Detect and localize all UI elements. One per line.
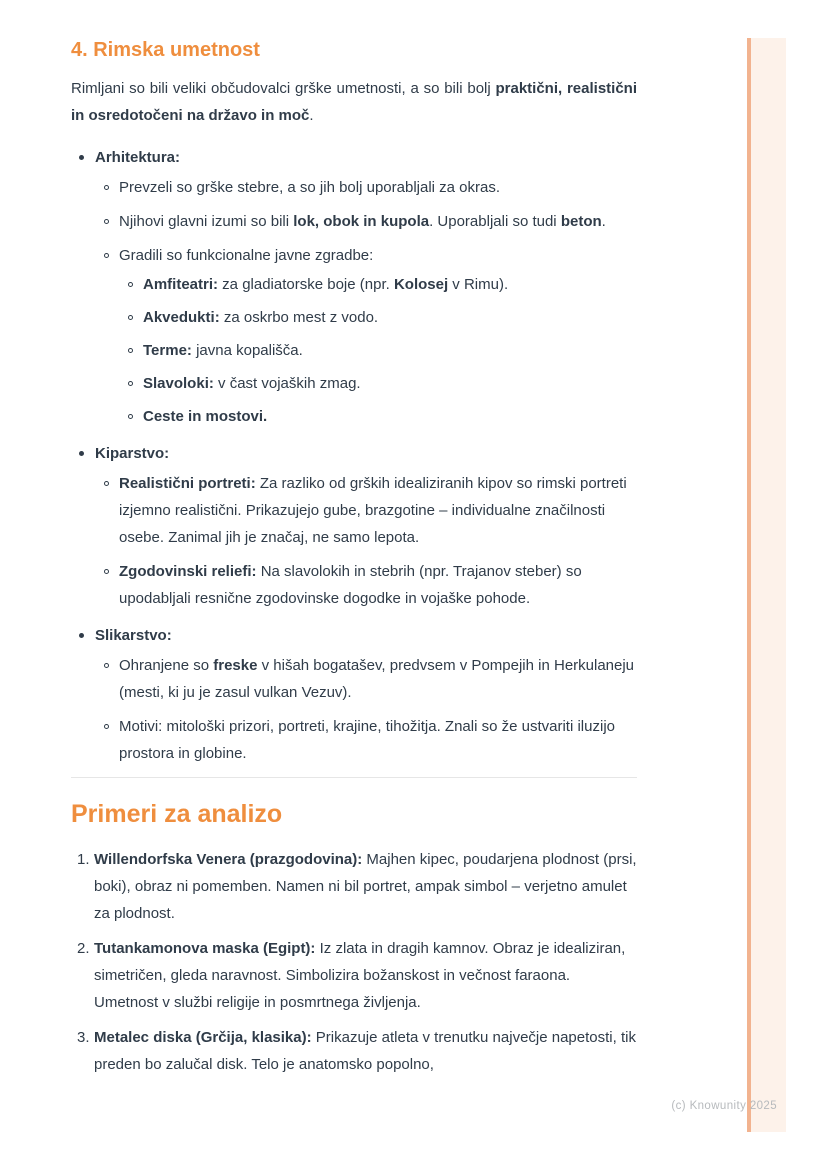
outline-item (95, 242, 637, 430)
bullet-circle-icon (104, 481, 109, 486)
outline-item-text (143, 375, 361, 392)
bold-text: Kiparstvo: (95, 445, 170, 462)
bold-text: praktični, realistični in osredotočeni na državo in moč (71, 80, 637, 124)
outline-item (119, 271, 637, 298)
plain-text: v čast vojaških zmag. (213, 375, 361, 392)
example-text (94, 940, 625, 1011)
bold-text: Ceste in mostovi. (143, 408, 268, 425)
plain-text: v hišah bogatašev, predvsem v Pompejih in Herkulaneju (mesti, ki ju je zasul vulkan Vezuv). (119, 657, 635, 701)
plain-text: Majhen kipec, poudarjena plodnost (prsi, boki), obraz ni pomemben. Namen ni bil portret, ampak simbol – verjetno amulet za plodnost. (94, 851, 637, 922)
outline-item (95, 174, 637, 201)
bold-text: Amfiteatri: (143, 276, 219, 293)
bullet-circle-icon (104, 253, 109, 258)
outline-item-text (119, 213, 606, 230)
bold-text: beton (560, 213, 602, 230)
bullet-circle-icon (104, 569, 109, 574)
outline-item-text (119, 718, 615, 762)
outline-item-text (143, 342, 303, 359)
intro-paragraph (71, 75, 637, 129)
bullet-circle-icon (128, 315, 133, 320)
outline-list-level-2 (95, 652, 637, 767)
plain-text: Za razliko od grških idealiziranih kipov so rimski portreti izjemno realistični. Prikazujejo gube, brazgotine – individualne značilnosti osebe. Zanimal jih je značaj, ne samo lepota. (119, 475, 627, 546)
bold-text: freske (213, 657, 258, 674)
outline-item-text (119, 179, 500, 196)
plain-text: Na slavolokih in stebrih (npr. Trajanov steber) so upodabljali resnične zgodovinske dogodke in vojaške pohode. (119, 563, 582, 607)
bold-text: Metalec diska (Grčija, klasika): (94, 1029, 312, 1046)
bold-text: Willendorfska Venera (prazgodovina): (94, 851, 363, 868)
outline-list-level-2 (95, 470, 637, 612)
example-item (77, 935, 637, 1016)
bullet-circle-icon (128, 282, 133, 287)
bullet-circle-icon (128, 414, 133, 419)
bold-text: Zgodovinski reliefi: (119, 563, 257, 580)
outline-item-text (143, 408, 267, 425)
outline-item-text (95, 149, 180, 166)
plain-text: Njihovi glavni izumi so bili (119, 213, 294, 230)
bold-text: Terme: (143, 342, 192, 359)
bold-text: Slikarstvo: (95, 627, 172, 644)
outline-item-text (143, 276, 508, 293)
outline-list-level-3 (119, 271, 637, 430)
outline-item (95, 470, 637, 551)
bullet-circle-icon (104, 219, 109, 224)
bold-text: Tutankamonova maska (Egipt): (94, 940, 316, 957)
bullet-circle-icon (128, 348, 133, 353)
outline-item (71, 622, 637, 767)
plain-text: Gradili so funkcionalne javne zgradbe: (119, 247, 374, 264)
plain-text: Iz zlata in dragih kamnov. Obraz je idealiziran, simetričen, gleda naravnost. Simbolizira božanskost in večnost faraona. Umetnost v službi religije in posmrtnega življenja. (94, 940, 626, 1011)
bold-text: Arhitektura: (95, 149, 181, 166)
outline-item-text (119, 563, 582, 607)
outline-item-text (143, 309, 378, 326)
outline-item (119, 370, 637, 397)
outline-item (71, 440, 637, 612)
outline (71, 144, 637, 767)
bold-text: Slavoloki: (143, 375, 214, 392)
outline-list-level-2 (95, 174, 637, 430)
outline-item (71, 144, 637, 430)
plain-text: za oskrbo mest z vodo. (219, 309, 379, 326)
outline-list-level-1 (71, 144, 637, 767)
plain-text: . (309, 107, 314, 124)
plain-text: Ohranjene so (119, 657, 214, 674)
plain-text: v Rimu). (448, 276, 509, 293)
outline-item (95, 652, 637, 706)
example-item (77, 1024, 637, 1078)
section-divider (71, 777, 637, 778)
bullet-dot-icon (79, 633, 84, 638)
plain-text: za gladiatorske boje (npr. (218, 276, 394, 293)
example-text (94, 1029, 636, 1073)
outline-item (119, 337, 637, 364)
outline-item (119, 304, 637, 331)
example-number: 3. (77, 1029, 90, 1046)
bullet-dot-icon (79, 451, 84, 456)
bullet-circle-icon (104, 663, 109, 668)
bullet-circle-icon (104, 724, 109, 729)
plain-text: . (601, 213, 606, 230)
plain-text: Prevzeli so grške stebre, a so jih bolj uporabljali za okras. (119, 179, 501, 196)
examples-title: Primeri za analizo (71, 800, 283, 828)
document-content (71, 38, 637, 1086)
example-item (77, 846, 637, 927)
example-number: 2. (77, 940, 90, 957)
plain-text: Motivi: mitološki prizori, portreti, krajine, tihožitja. Znali so že ustvariti iluzijo prostora in globine. (119, 718, 615, 762)
outline-item (95, 208, 637, 235)
outline-item (119, 403, 637, 430)
outline-item-text (119, 247, 373, 264)
example-number: 1. (77, 851, 90, 868)
bold-text: Kolosej (393, 276, 449, 293)
example-text (94, 851, 637, 922)
plain-text: . Uporabljali so tudi (429, 213, 561, 230)
bold-text: Realistični portreti: (119, 475, 256, 492)
bold-text: Akvedukti: (143, 309, 220, 326)
bullet-circle-icon (104, 185, 109, 190)
plain-text: javna kopališča. (191, 342, 303, 359)
outline-item (95, 713, 637, 767)
bullet-circle-icon (128, 381, 133, 386)
section-title: 4. Rimska umetnost (71, 39, 260, 61)
outline-item (95, 558, 637, 612)
outline-item-text (119, 475, 627, 546)
plain-text: Prikazuje atleta v trenutku največje napetosti, tik preden bo zalučal disk. Telo je anatomsko popolno, (94, 1029, 636, 1073)
outline-item-text (119, 657, 634, 701)
outline-item-text (95, 627, 172, 644)
footer-copyright: (c) Knowunity 2025 (671, 1100, 777, 1112)
bullet-dot-icon (79, 155, 84, 160)
outline-item-text (95, 445, 169, 462)
bold-text: lok, obok in kupola (293, 213, 430, 230)
plain-text: Rimljani so bili veliki občudovalci grške umetnosti, a so bili bolj (71, 80, 496, 97)
examples-list (71, 846, 637, 1078)
page-edge-decoration-bar (747, 38, 786, 1132)
